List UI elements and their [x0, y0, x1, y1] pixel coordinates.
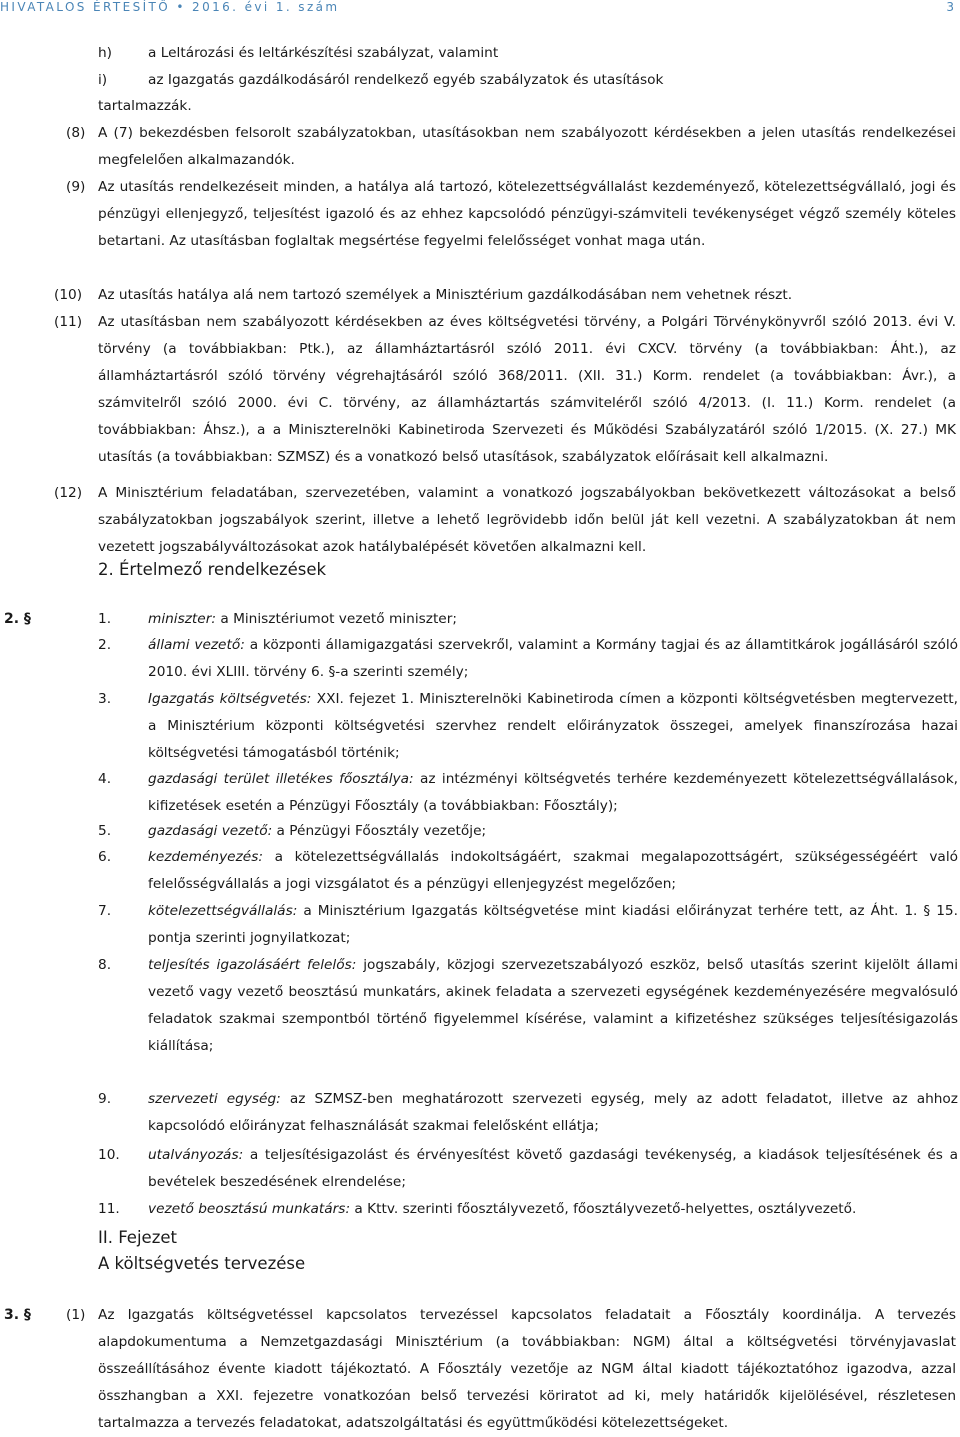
- definition-term: vezető beosztású munkatárs:: [148, 1201, 351, 1217]
- definition-text: [148, 1196, 958, 1223]
- list-item-label: h): [98, 45, 113, 61]
- paragraph-text: A (7) bekezdésben felsorolt szabályzatokban, utasításokban nem szabályozott kérdésekben a jelen utasítás rendelkezései megfelelően alkalmazandók.: [98, 125, 956, 168]
- definition-text: [148, 632, 958, 686]
- definition-number: 10.: [98, 1147, 120, 1163]
- definition-body: jogszabály, közjogi szervezetszabályozó eszköz, belső utasítás szerint kijelölt állami vezető vagy vezető beosztású munkatárs, akinek feladata a szervezeti egységének kezdeményezésére megvalósuló feladatok szakmai szempontból történő figyelemmel kísérése, valamint a kifizetéshez szükséges teljesítésigazolás kiállítása;: [148, 957, 958, 1054]
- journal-title: HIVATALOS ÉRTESÍTŐ: [0, 0, 171, 14]
- header-title-group: [0, 0, 340, 14]
- paragraph-text: Az utasítás hatálya alá nem tartozó személyek a Minisztérium gazdálkodásában nem vehetnek részt.: [98, 287, 793, 303]
- definition-body: az intézményi költségvetés terhére kezdeményezett kötelezettségvállalások, kifizetések esetén a Pénzügyi Főosztály (a továbbiakban: Főosztály);: [148, 771, 959, 814]
- definition-text: [148, 606, 958, 633]
- section-2-label: 2. §: [4, 611, 31, 627]
- definition-term: kezdeményezés:: [148, 849, 263, 865]
- definition-text: [148, 686, 958, 767]
- list-item-i: [0, 67, 960, 94]
- definition-text: [148, 844, 958, 898]
- definition-number: 3.: [98, 691, 112, 707]
- definition-text: [148, 1086, 958, 1140]
- definition-body: XXI. fejezet 1. Miniszterelnöki Kabinetiroda címen a központi költségvetésben megtervezett, a Minisztérium központi költségvetési szervhez rendelt előirányzatok összegei, amelyek finanszírozása hazai költségvetési támogatásból történik;: [148, 691, 958, 761]
- definition-number: 2.: [98, 637, 112, 653]
- definition-body: a Minisztérium Igazgatás költségvetése mint kiadási előirányzat terhére tett, az Áht. 1. § 15. pontja szerinti jognyilatkozat;: [148, 903, 958, 946]
- list-item-h: [0, 40, 960, 67]
- issue-label: 2016. évi 1. szám: [192, 0, 340, 14]
- definition-body: a kötelezettségvállalás indokoltságáért, szakmai megalapozottságért, szükségességéért való felelősségvállalás a jogi vizsgálatot és a pénzügyi ellenjegyzést megelőzően;: [148, 849, 958, 892]
- paragraph-number: (1): [66, 1307, 86, 1323]
- definition-body: a teljesítésigazolást és érvényesítést követő gazdasági tevékenység, a kiadások teljesítésének és a bevételek beszedésének elrendelése;: [148, 1147, 958, 1190]
- definition-text: [148, 1142, 958, 1196]
- continuation-text: tartalmazzák.: [98, 98, 192, 114]
- definition-number: 9.: [98, 1091, 112, 1107]
- definition-text: [148, 818, 958, 845]
- definition-term: szervezeti egység:: [148, 1091, 281, 1107]
- list-item-text: az Igazgatás gazdálkodásáról rendelkező egyéb szabályzatok és utasítások: [148, 72, 664, 88]
- header-separator: •: [176, 0, 186, 14]
- paragraph-text: A Minisztérium feladatában, szervezetében, valamint a vonatkozó jogszabályokban bekövetkezett változásokat a belső szabályzatokban jogszabályok szerint, illetve a lehető legrövidebb időn belül ját kell vezetni. A szabályzatokban át nem vezetett jogszabályváltozásokat azok hatálybalépését követően alkalmazni kell.: [98, 485, 956, 555]
- definition-number: 5.: [98, 823, 112, 839]
- definition-term: miniszter:: [148, 611, 216, 627]
- chapter-title: A költségvetés tervezése: [98, 1254, 306, 1273]
- definition-body: a Pénzügyi Főosztály vezetője;: [276, 823, 487, 839]
- definition-body: a Kttv. szerinti főosztályvezető, főosztályvezető-helyettes, osztályvezető.: [354, 1201, 857, 1217]
- section-3-label: 3. §: [4, 1307, 31, 1323]
- definition-body: a központi államigazgatási szervekről, valamint a Kormány tagjai és az államtitkárok jogállásáról szóló 2010. évi XLIII. törvény 6. §-a szerinti személy;: [148, 637, 958, 680]
- definition-term: állami vezető:: [148, 637, 245, 653]
- paragraph-number: (8): [66, 125, 86, 141]
- definition-text: [148, 952, 958, 1060]
- definition-number: 11.: [98, 1201, 120, 1217]
- page-number: 3: [946, 0, 954, 14]
- running-header: [0, 0, 960, 20]
- definition-term: teljesítés igazolásáért felelős:: [148, 957, 357, 973]
- definition-number: 4.: [98, 771, 112, 787]
- paragraph-text: Az utasításban nem szabályozott kérdésekben az éves költségvetési törvény, a Polgári Törvénykönyvről szóló 2013. évi V. törvény (a továbbiakban: Ptk.), az államháztartásról szóló 2011. évi CXCV. törvény (a továbbiakban: Áht.), az államháztartásról szóló törvény végrehajtásáról szóló 368/2011. (XII. 31.) Korm. rendelet (a továbbiakban: Ávr.), a számvitelről szóló 2000. évi C. törvény, az államháztartás számviteléről szóló 4/2013. (I. 11.) Korm. rendelet (a továbbiakban: Áhsz.), a a Miniszterelnöki Kabinetiroda Szervezeti és Működési Szabályzatáról szóló 1/2015. (X. 27.) MK utasítás (a továbbiakban: SZMSZ) és a vonatkozó belső utasítások, szabályzatok előírásait kell alkalmazni.: [98, 314, 956, 465]
- definition-body: a Minisztériumot vezető miniszter;: [220, 611, 457, 627]
- definition-text: [148, 766, 958, 820]
- list-item-text: a Leltározási és leltárkészítési szabályzat, valamint: [148, 45, 499, 61]
- paragraph-number: (9): [66, 179, 86, 195]
- section-heading: 2. Értelmező rendelkezések: [98, 560, 327, 579]
- list-item-label: i): [98, 72, 108, 88]
- definition-number: 8.: [98, 957, 112, 973]
- definition-term: kötelezettségvállalás:: [148, 903, 298, 919]
- definition-number: 7.: [98, 903, 112, 919]
- paragraph-text: Az utasítás rendelkezéseit minden, a hatálya alá tartozó, kötelezettségvállalást kezdeményező, kötelezettségvállaló, jogi és pénzügyi ellenjegyző, teljesítést igazoló és az ehhez kapcsolódó pénzügyi-számviteli tevékenységet végző személy köteles betartani. Az utasításban foglaltak megsértése fegyelmi felelősséget vonhat maga után.: [98, 179, 956, 249]
- definition-text: [148, 898, 958, 952]
- paragraph-number: (10): [54, 287, 83, 303]
- definition-number: 6.: [98, 849, 112, 865]
- definition-term: gazdasági vezető:: [148, 823, 273, 839]
- definition-term: utalványozás:: [148, 1147, 244, 1163]
- definition-term: Igazgatás költségvetés:: [148, 691, 312, 707]
- definition-number: 1.: [98, 611, 112, 627]
- paragraph-number: (11): [54, 314, 83, 330]
- definition-term: gazdasági terület illetékes főosztálya:: [148, 771, 414, 787]
- paragraph-number: (12): [54, 485, 83, 501]
- paragraph-text: Az Igazgatás költségvetéssel kapcsolatos tervezéssel kapcsolatos feladatait a Főosztály koordinálja. A tervezés alapdokumentuma a Nemzetgazdasági Minisztérium (a továbbiakban: NGM) által a költségvetési törvényjavaslat összeállításához évente kiadott tájékoztató. A Főosztály vezetője az NGM által kiadott tájékoztatóhoz igazodva, azzal összhangban a XXI. fejezetre vonatkozóan belső tervezési köriratot ad ki, mely határidők kijelölésével, részletesen tartalmazza a tervezés feladatokat, adatszolgáltatási és együttműködési kötelezettségeket.: [98, 1307, 956, 1431]
- definition-body: az SZMSZ-ben meghatározott szervezeti egység, mely az adott feladatot, illetve az ahhoz kapcsolódó előirányzat felhasználását szakmai felelősként ellátja;: [148, 1091, 958, 1134]
- chapter-label: II. Fejezet: [98, 1228, 177, 1247]
